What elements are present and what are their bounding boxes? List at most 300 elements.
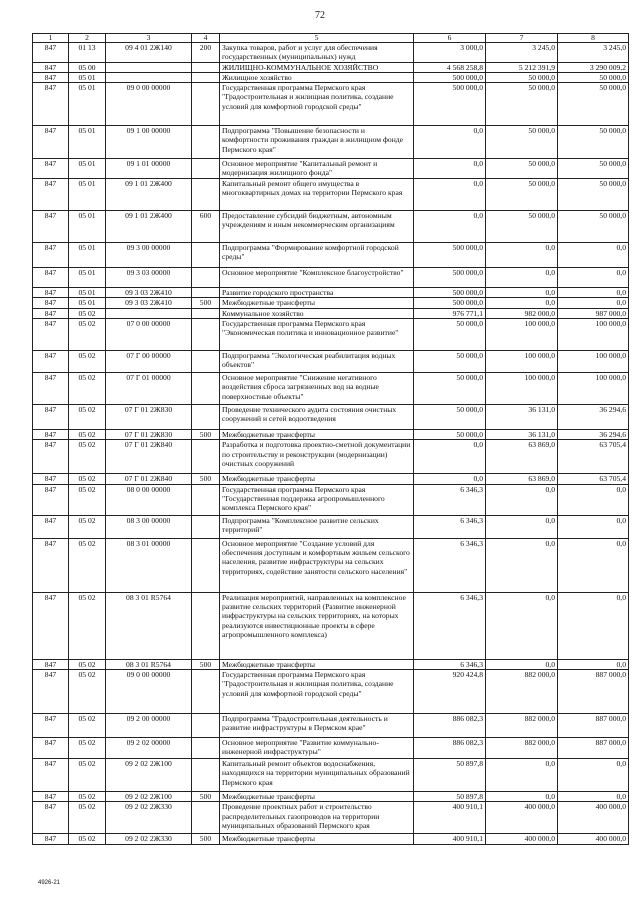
cell-name: Основное мероприятие "Снижение негативного воздействия сброса загрязненных вод на водные поверхностные объекты": [220, 373, 414, 405]
cell-target-article: 09 0 00 00000: [106, 83, 192, 126]
column-number: 5: [220, 34, 414, 43]
cell-target-article: 08 3 01 R5764: [106, 592, 192, 659]
cell-ved: 847: [33, 802, 69, 834]
cell-ved: 847: [33, 592, 69, 659]
cell-section: 05 01: [69, 179, 106, 211]
column-number: 1: [33, 34, 69, 43]
table-row: [33, 592, 629, 659]
cell-target-article: 08 3 00 00000: [106, 515, 192, 538]
cell-amount-3: 0,0: [558, 538, 629, 592]
cell-section: 05 02: [69, 440, 106, 474]
cell-amount-2: 50 000,0: [486, 72, 558, 82]
cell-expense-type: [192, 515, 220, 538]
table-row: [33, 474, 629, 484]
cell-section: 05 02: [69, 791, 106, 801]
column-number: 6: [414, 34, 486, 43]
cell-amount-1: 0,0: [414, 474, 486, 484]
cell-amount-2: 0,0: [486, 288, 558, 298]
cell-name: Капитальный ремонт общего имущества в многоквартирных домах на территории Пермского края: [220, 179, 414, 211]
cell-expense-type: [192, 308, 220, 318]
cell-expense-type: [192, 802, 220, 834]
table-body: [33, 43, 629, 845]
cell-amount-1: 50 000,0: [414, 373, 486, 405]
cell-amount-1: 50 000,0: [414, 351, 486, 373]
table-row: [33, 72, 629, 82]
cell-name: Проведение технического аудита состояния очистных сооружений и сетей водоотведения: [220, 405, 414, 430]
table-row: [33, 288, 629, 298]
table-row: [33, 802, 629, 834]
cell-ved: 847: [33, 538, 69, 592]
cell-amount-3: 887 000,0: [558, 737, 629, 758]
cell-name: Закупка товаров, работ и услуг для обеспечения государственных (муниципальных) нужд: [220, 43, 414, 63]
cell-target-article: [106, 62, 192, 72]
cell-amount-1: 50 897,8: [414, 758, 486, 791]
table-row: [33, 791, 629, 801]
cell-amount-2: 100 000,0: [486, 319, 558, 351]
cell-ved: 847: [33, 83, 69, 126]
cell-ved: 847: [33, 319, 69, 351]
cell-section: 05 01: [69, 268, 106, 288]
cell-name: Межбюджетные трансферты: [220, 298, 414, 308]
cell-name: Капитальный ремонт объектов водоснабжения, находящихся на территории муниципальных образований Пермского края: [220, 758, 414, 791]
cell-amount-2: 0,0: [486, 538, 558, 592]
cell-name: Подпрограмма "Градостроительная деятельность и развитие инфраструктуры в Пермском крае": [220, 713, 414, 737]
cell-amount-1: 500 000,0: [414, 288, 486, 298]
cell-target-article: [106, 308, 192, 318]
cell-target-article: 09 1 01 2Ж400: [106, 179, 192, 211]
cell-target-article: 09 2 00 00000: [106, 713, 192, 737]
cell-section: 05 02: [69, 713, 106, 737]
cell-section: 05 02: [69, 405, 106, 430]
cell-amount-2: 0,0: [486, 298, 558, 308]
cell-ved: 847: [33, 72, 69, 82]
cell-ved: 847: [33, 43, 69, 63]
cell-ved: 847: [33, 268, 69, 288]
cell-amount-1: 0,0: [414, 159, 486, 179]
cell-amount-1: 6 346,3: [414, 484, 486, 515]
cell-amount-1: 50 897,8: [414, 791, 486, 801]
cell-target-article: [106, 72, 192, 82]
table-row: [33, 62, 629, 72]
cell-target-article: 09 2 02 2Ж100: [106, 758, 192, 791]
cell-name: Разработка и подготовка проектно-сметной документации по строительству и реконструкции (модернизации) очистных сооружений: [220, 440, 414, 474]
table-row: [33, 43, 629, 63]
cell-ved: 847: [33, 179, 69, 211]
cell-name: Межбюджетные трансферты: [220, 430, 414, 440]
cell-amount-2: 882 000,0: [486, 737, 558, 758]
cell-section: 05 02: [69, 758, 106, 791]
table-row: [33, 713, 629, 737]
cell-amount-3: 100 000,0: [558, 319, 629, 351]
cell-amount-2: 882 000,0: [486, 669, 558, 713]
cell-amount-1: 976 771,1: [414, 308, 486, 318]
cell-target-article: 07 Г 01 2Ж830: [106, 430, 192, 440]
cell-ved: 847: [33, 713, 69, 737]
cell-amount-3: 0,0: [558, 659, 629, 669]
table-row: [33, 758, 629, 791]
cell-amount-1: 50 000,0: [414, 430, 486, 440]
cell-amount-3: 0,0: [558, 298, 629, 308]
cell-amount-2: 36 131,0: [486, 405, 558, 430]
cell-section: 05 02: [69, 351, 106, 373]
budget-table: [32, 33, 629, 845]
cell-name: Основное мероприятие "Развитие коммунально-инженерной инфраструктуры": [220, 737, 414, 758]
cell-amount-1: 0,0: [414, 126, 486, 159]
cell-amount-2: 0,0: [486, 515, 558, 538]
cell-amount-2: 982 000,0: [486, 308, 558, 318]
cell-ved: 847: [33, 440, 69, 474]
cell-name: Предоставление субсидий бюджетным, автономным учреждениям и иным некоммерческим организациям: [220, 211, 414, 243]
column-number: 7: [486, 34, 558, 43]
cell-amount-1: 6 346,3: [414, 538, 486, 592]
cell-amount-3: 887 000,0: [558, 713, 629, 737]
cell-amount-1: 0,0: [414, 211, 486, 243]
cell-amount-3: 50 000,0: [558, 126, 629, 159]
cell-amount-2: 5 212 391,9: [486, 62, 558, 72]
table-row: [33, 737, 629, 758]
cell-amount-2: 0,0: [486, 243, 558, 268]
cell-target-article: 09 3 00 00000: [106, 243, 192, 268]
cell-amount-2: 400 000,0: [486, 802, 558, 834]
cell-name: Подпрограмма "Повышение безопасности и комфортности проживания граждан в жилищном фонде Пермского края": [220, 126, 414, 159]
cell-ved: 847: [33, 298, 69, 308]
cell-amount-1: 400 910,1: [414, 834, 486, 844]
cell-name: Межбюджетные трансферты: [220, 834, 414, 844]
cell-section: 05 02: [69, 319, 106, 351]
cell-amount-2: 882 000,0: [486, 713, 558, 737]
column-number-row: [33, 34, 629, 43]
cell-expense-type: 500: [192, 791, 220, 801]
cell-ved: 847: [33, 308, 69, 318]
cell-target-article: 07 Г 01 2Ж840: [106, 474, 192, 484]
cell-amount-2: 0,0: [486, 758, 558, 791]
table-row: [33, 319, 629, 351]
cell-section: 05 01: [69, 159, 106, 179]
cell-expense-type: [192, 83, 220, 126]
cell-section: 05 01: [69, 83, 106, 126]
cell-amount-3: 36 294,6: [558, 430, 629, 440]
cell-target-article: 09 2 02 2Ж330: [106, 834, 192, 844]
cell-expense-type: [192, 758, 220, 791]
cell-section: 05 01: [69, 126, 106, 159]
cell-expense-type: [192, 62, 220, 72]
cell-target-article: 07 Г 01 2Ж840: [106, 440, 192, 474]
cell-amount-2: 50 000,0: [486, 179, 558, 211]
cell-target-article: 07 0 00 00000: [106, 319, 192, 351]
cell-section: 05 02: [69, 373, 106, 405]
cell-target-article: 09 2 02 2Ж330: [106, 802, 192, 834]
table-row: [33, 515, 629, 538]
cell-amount-2: 100 000,0: [486, 373, 558, 405]
cell-section: 05 02: [69, 802, 106, 834]
cell-amount-3: 50 000,0: [558, 179, 629, 211]
cell-amount-2: 400 000,0: [486, 834, 558, 844]
column-number: 8: [558, 34, 629, 43]
cell-section: 05 01: [69, 211, 106, 243]
cell-amount-2: 0,0: [486, 659, 558, 669]
table-row: [33, 834, 629, 844]
table-row: [33, 308, 629, 318]
cell-expense-type: [192, 268, 220, 288]
cell-ved: 847: [33, 737, 69, 758]
cell-expense-type: 500: [192, 834, 220, 844]
table-row: [33, 440, 629, 474]
cell-amount-3: 0,0: [558, 268, 629, 288]
cell-name: Проведение проектных работ и строительство распределительных газопроводов на территории муниципальных образований Пермского края: [220, 802, 414, 834]
cell-amount-1: 4 568 258,8: [414, 62, 486, 72]
cell-expense-type: [192, 440, 220, 474]
cell-target-article: 09 0 00 00000: [106, 669, 192, 713]
cell-expense-type: [192, 179, 220, 211]
cell-amount-3: 50 000,0: [558, 83, 629, 126]
cell-amount-3: 100 000,0: [558, 373, 629, 405]
cell-ved: 847: [33, 669, 69, 713]
cell-expense-type: [192, 405, 220, 430]
cell-amount-1: 3 000,0: [414, 43, 486, 63]
cell-amount-3: 50 000,0: [558, 72, 629, 82]
cell-amount-1: 6 346,3: [414, 592, 486, 659]
cell-expense-type: [192, 484, 220, 515]
cell-name: Развитие городского пространства: [220, 288, 414, 298]
cell-ved: 847: [33, 373, 69, 405]
cell-amount-3: 0,0: [558, 288, 629, 298]
table-row: [33, 243, 629, 268]
cell-name: Государственная программа Пермского края "Градостроительная и жилищная политика, создание условий для комфортной городской среды": [220, 669, 414, 713]
cell-amount-3: 0,0: [558, 592, 629, 659]
cell-amount-2: 63 869,0: [486, 440, 558, 474]
table-row: [33, 179, 629, 211]
cell-amount-3: 400 000,0: [558, 802, 629, 834]
cell-name: Межбюджетные трансферты: [220, 791, 414, 801]
cell-target-article: 08 3 01 00000: [106, 538, 192, 592]
cell-ved: 847: [33, 484, 69, 515]
table-row: [33, 298, 629, 308]
table-row: [33, 159, 629, 179]
cell-amount-3: 987 000,0: [558, 308, 629, 318]
cell-expense-type: [192, 159, 220, 179]
cell-expense-type: [192, 351, 220, 373]
cell-amount-2: 0,0: [486, 484, 558, 515]
cell-ved: 847: [33, 126, 69, 159]
cell-ved: 847: [33, 659, 69, 669]
cell-amount-1: 0,0: [414, 440, 486, 474]
cell-section: 05 01: [69, 243, 106, 268]
cell-section: 05 02: [69, 659, 106, 669]
cell-amount-2: 100 000,0: [486, 351, 558, 373]
cell-amount-2: 50 000,0: [486, 159, 558, 179]
cell-ved: 847: [33, 243, 69, 268]
cell-amount-2: 50 000,0: [486, 211, 558, 243]
cell-expense-type: 500: [192, 659, 220, 669]
footer-code: 4926-21: [38, 880, 61, 886]
cell-expense-type: [192, 288, 220, 298]
column-number: 2: [69, 34, 106, 43]
cell-amount-3: 50 000,0: [558, 159, 629, 179]
cell-target-article: 09 1 00 00000: [106, 126, 192, 159]
cell-ved: 847: [33, 351, 69, 373]
cell-ved: 847: [33, 834, 69, 844]
cell-name: Жилищное хозяйство: [220, 72, 414, 82]
cell-name: Государственная программа Пермского края "Государственная поддержка агропромышленного комплекса Пермского края": [220, 484, 414, 515]
cell-section: 05 02: [69, 834, 106, 844]
cell-amount-3: 887 000,0: [558, 669, 629, 713]
cell-amount-3: 0,0: [558, 515, 629, 538]
cell-ved: 847: [33, 758, 69, 791]
cell-target-article: 09 3 03 2Ж410: [106, 288, 192, 298]
cell-target-article: 08 3 01 R5764: [106, 659, 192, 669]
cell-amount-1: 50 000,0: [414, 405, 486, 430]
column-number: 4: [192, 34, 220, 43]
table-row: [33, 659, 629, 669]
cell-section: 05 02: [69, 669, 106, 713]
cell-ved: 847: [33, 62, 69, 72]
cell-name: Подпрограмма "Формирование комфортной городской среды": [220, 243, 414, 268]
cell-target-article: 08 0 00 00000: [106, 484, 192, 515]
cell-amount-2: 63 869,0: [486, 474, 558, 484]
cell-name: Основное мероприятие "Комплексное благоустройство": [220, 268, 414, 288]
cell-amount-1: 6 346,3: [414, 659, 486, 669]
table-row: [33, 430, 629, 440]
cell-amount-2: 36 131,0: [486, 430, 558, 440]
cell-section: 05 00: [69, 62, 106, 72]
cell-expense-type: [192, 126, 220, 159]
cell-amount-2: 0,0: [486, 791, 558, 801]
table-row: [33, 373, 629, 405]
cell-name: Государственная программа Пермского края "Градостроительная и жилищная политика, создание условий для комфортной городской среды": [220, 83, 414, 126]
cell-target-article: 07 Г 01 00000: [106, 373, 192, 405]
table-row: [33, 268, 629, 288]
cell-target-article: 09 2 02 2Ж100: [106, 791, 192, 801]
cell-expense-type: [192, 243, 220, 268]
cell-name: Реализация мероприятий, направленных на комплексное развитие сельских территорий (Развитие инженерной инфраструктуры на сельских территориях, на которых реализуются инвестиционные проекты в сфере агропромышленного комплекса): [220, 592, 414, 659]
cell-ved: 847: [33, 515, 69, 538]
cell-section: 05 02: [69, 484, 106, 515]
cell-name: Государственная программа Пермского края "Экономическая политика и инновационное развитие": [220, 319, 414, 351]
cell-target-article: 09 2 02 00000: [106, 737, 192, 758]
cell-target-article: 09 1 01 00000: [106, 159, 192, 179]
cell-expense-type: [192, 737, 220, 758]
cell-section: 05 01: [69, 288, 106, 298]
table-row: [33, 83, 629, 126]
cell-expense-type: 200: [192, 43, 220, 63]
cell-amount-3: 63 705,4: [558, 440, 629, 474]
cell-target-article: 07 Г 00 00000: [106, 351, 192, 373]
cell-section: 05 02: [69, 474, 106, 484]
page-number: 72: [315, 10, 325, 21]
table-row: [33, 351, 629, 373]
table-row: [33, 484, 629, 515]
cell-target-article: 09 4 01 2Ж140: [106, 43, 192, 63]
cell-amount-1: 6 346,3: [414, 515, 486, 538]
cell-expense-type: [192, 669, 220, 713]
cell-expense-type: [192, 72, 220, 82]
table-row: [33, 126, 629, 159]
cell-amount-3: 100 000,0: [558, 351, 629, 373]
table-row: [33, 405, 629, 430]
cell-name: ЖИЛИЩНО-КОММУНАЛЬНОЕ ХОЗЯЙСТВО: [220, 62, 414, 72]
cell-section: 01 13: [69, 43, 106, 63]
cell-ved: 847: [33, 474, 69, 484]
cell-expense-type: [192, 538, 220, 592]
cell-expense-type: 600: [192, 211, 220, 243]
cell-ved: 847: [33, 430, 69, 440]
cell-amount-1: 920 424,8: [414, 669, 486, 713]
cell-section: 05 02: [69, 308, 106, 318]
cell-ved: 847: [33, 288, 69, 298]
cell-amount-1: 500 000,0: [414, 243, 486, 268]
cell-amount-1: 886 082,3: [414, 737, 486, 758]
cell-amount-3: 36 294,6: [558, 405, 629, 430]
cell-amount-1: 0,0: [414, 179, 486, 211]
cell-section: 05 02: [69, 515, 106, 538]
cell-target-article: 09 3 03 2Ж410: [106, 298, 192, 308]
cell-name: Межбюджетные трансферты: [220, 659, 414, 669]
cell-ved: 847: [33, 159, 69, 179]
cell-amount-2: 0,0: [486, 592, 558, 659]
cell-name: Коммунальное хозяйство: [220, 308, 414, 318]
cell-amount-3: 50 000,0: [558, 211, 629, 243]
cell-ved: 847: [33, 211, 69, 243]
cell-amount-1: 50 000,0: [414, 319, 486, 351]
cell-expense-type: 500: [192, 430, 220, 440]
cell-ved: 847: [33, 405, 69, 430]
cell-section: 05 02: [69, 737, 106, 758]
table-row: [33, 538, 629, 592]
cell-expense-type: [192, 319, 220, 351]
cell-section: 05 02: [69, 538, 106, 592]
table-row: [33, 669, 629, 713]
cell-amount-3: 3 290 009,2: [558, 62, 629, 72]
cell-expense-type: [192, 592, 220, 659]
cell-amount-2: 0,0: [486, 268, 558, 288]
cell-target-article: 07 Г 01 2Ж830: [106, 405, 192, 430]
cell-name: Подпрограмма "Экологическая реабилитация водных объектов": [220, 351, 414, 373]
cell-section: 05 01: [69, 298, 106, 308]
cell-name: Межбюджетные трансферты: [220, 474, 414, 484]
cell-amount-1: 500 000,0: [414, 83, 486, 126]
cell-section: 05 01: [69, 72, 106, 82]
cell-amount-1: 500 000,0: [414, 72, 486, 82]
cell-name: Подпрограмма "Комплексное развитие сельских территорий": [220, 515, 414, 538]
cell-amount-2: 50 000,0: [486, 126, 558, 159]
cell-section: 05 02: [69, 430, 106, 440]
cell-expense-type: [192, 713, 220, 737]
cell-amount-1: 400 910,1: [414, 802, 486, 834]
cell-amount-1: 500 000,0: [414, 268, 486, 288]
cell-amount-3: 0,0: [558, 484, 629, 515]
cell-amount-1: 886 082,3: [414, 713, 486, 737]
cell-amount-1: 500 000,0: [414, 298, 486, 308]
cell-ved: 847: [33, 791, 69, 801]
cell-expense-type: 500: [192, 474, 220, 484]
cell-section: 05 02: [69, 592, 106, 659]
column-number: 3: [106, 34, 192, 43]
cell-amount-3: 63 705,4: [558, 474, 629, 484]
cell-target-article: 09 1 01 2Ж400: [106, 211, 192, 243]
cell-name: Основное мероприятие "Капитальный ремонт и модернизация жилищного фонда": [220, 159, 414, 179]
cell-expense-type: 500: [192, 298, 220, 308]
cell-amount-3: 0,0: [558, 243, 629, 268]
table-row: [33, 211, 629, 243]
cell-expense-type: [192, 373, 220, 405]
cell-amount-3: 0,0: [558, 758, 629, 791]
cell-amount-3: 3 245,0: [558, 43, 629, 63]
cell-amount-2: 3 245,0: [486, 43, 558, 63]
cell-amount-3: 400 000,0: [558, 834, 629, 844]
cell-target-article: 09 3 03 00000: [106, 268, 192, 288]
cell-name: Основное мероприятие "Создание условий для обеспечения доступным и комфортным жильем сельского населения, развитие инфраструктуры на сельских территориях, содействие занятости сельского населения": [220, 538, 414, 592]
cell-amount-2: 50 000,0: [486, 83, 558, 126]
